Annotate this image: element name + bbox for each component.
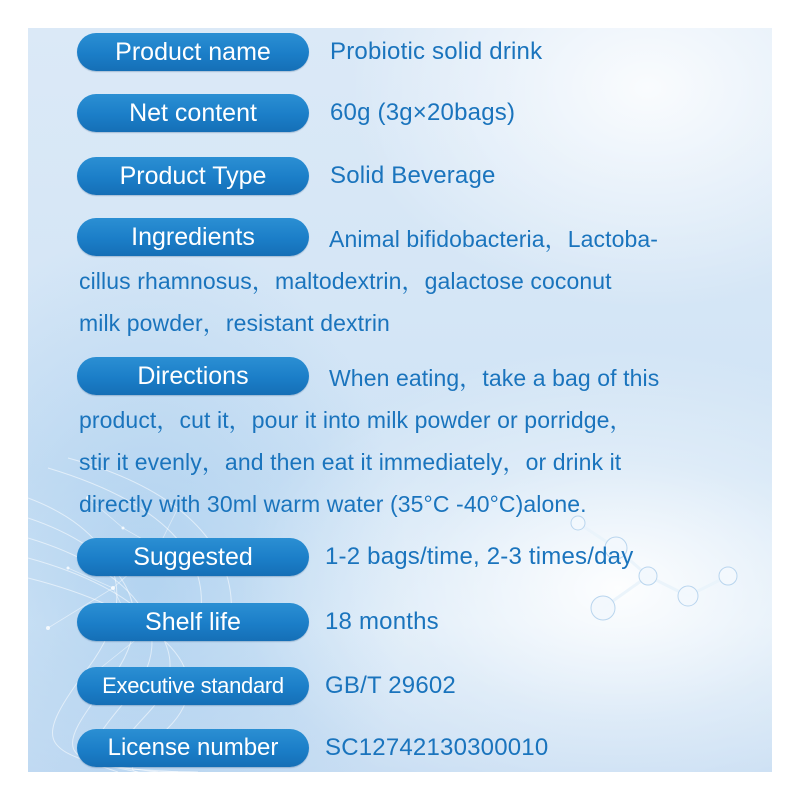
directions-line: When eating，take a bag of this [329, 365, 660, 391]
shelf-life-label: Shelf life [77, 603, 309, 641]
license-number-value: SC12742130300010 [325, 734, 549, 761]
directions-line: stir it evenly，and then eat it immediately，or drink it [79, 449, 622, 475]
ingredients-line: cillus rhamnosus，maltodextrin，galactose coconut [79, 268, 612, 294]
ingredients-line: milk powder，resistant dextrin [79, 310, 390, 336]
suggested-label: Suggested [77, 538, 309, 576]
product-info-panel [28, 28, 772, 772]
license-number-label: License number [77, 729, 309, 767]
directions-text [79, 357, 739, 525]
product-type-label: Product Type [77, 157, 309, 195]
directions-line: directly with 30ml warm water (35°C -40°C)alone. [79, 491, 587, 517]
product-name-value: Probiotic solid drink [330, 38, 543, 65]
shelf-life-value: 18 months [325, 608, 439, 635]
net-content-value: 60g (3g×20bags) [330, 99, 516, 126]
product-type-value: Solid Beverage [330, 162, 496, 189]
ingredients-line: Animal bifidobacteria，Lactoba- [329, 226, 659, 252]
ingredients-text [79, 218, 719, 344]
ingredients-label: Ingredients [77, 218, 309, 256]
executive-standard-label: Executive standard [77, 667, 309, 705]
suggested-value: 1-2 bags/time, 2-3 times/day [325, 543, 634, 570]
net-content-label: Net content [77, 94, 309, 132]
directions-line: product，cut it，pour it into milk powder or porridge， [79, 407, 633, 433]
executive-standard-value: GB/T 29602 [325, 672, 456, 699]
product-name-label: Product name [77, 33, 309, 71]
directions-label: Directions [77, 357, 309, 395]
